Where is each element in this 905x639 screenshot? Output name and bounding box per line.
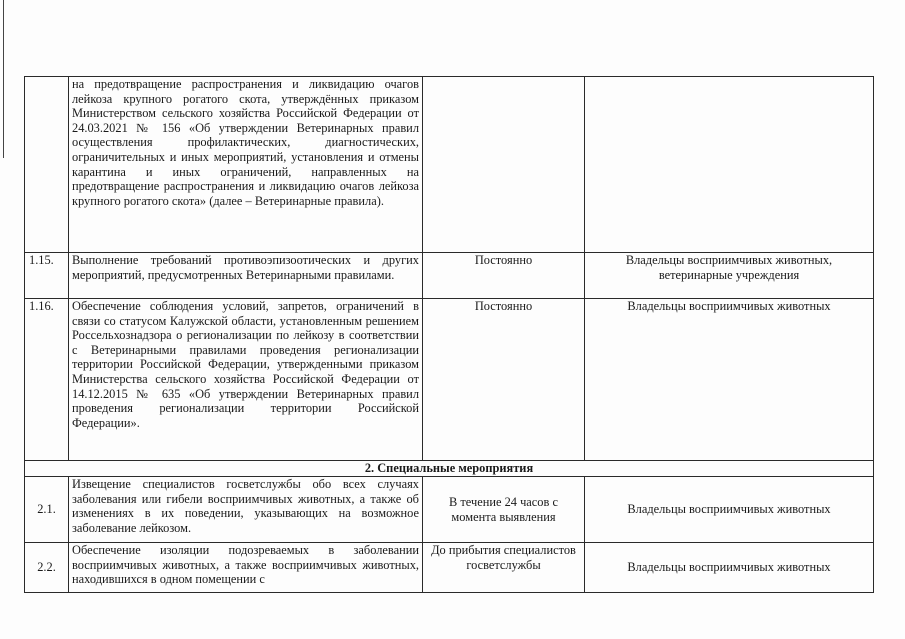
measure-term: Постоянно xyxy=(423,253,585,299)
measure-responsible xyxy=(585,77,874,253)
row-number: 2.1. xyxy=(25,477,69,543)
measure-responsible: Владельцы восприимчивых животных, ветеринарные учреждения xyxy=(585,253,874,299)
section-title: 2. Специальные мероприятия xyxy=(25,461,874,477)
measure-responsible: Владельцы восприимчивых животных xyxy=(585,299,874,461)
measure-text: на предотвращение распространения и ликвидацию очагов лейкоза крупного рогатого скота, утверждённых приказом Министерством сельского хозяйства Российской Федерации от 24.03.2021 № 156 «Об утверждении Ветеринарных правил осуществления профилактических, диагностических, ограничительных и иных мероприятий, установления и отмены карантина и иных ограничений, направленных на предотвращение распространения и ликвидацию очагов лейкоза крупного рогатого скота» (далее – Ветеринарные правила). xyxy=(69,77,423,253)
row-number xyxy=(25,77,69,253)
measure-text: Обеспечение изоляции подозреваемых в заболевании восприимчивых животных, а также восприимчивых животных, находившихся в одном помещении с xyxy=(69,543,423,593)
table-row xyxy=(25,543,874,593)
table-row xyxy=(25,253,874,299)
measure-text: Выполнение требований противоэпизоотических и других мероприятий, предусмотренных Ветеринарными правилами. xyxy=(69,253,423,299)
row-number: 1.15. xyxy=(25,253,69,299)
measure-term xyxy=(423,77,585,253)
measures-table xyxy=(24,76,874,593)
measure-text: Извещение специалистов госветслужбы обо всех случаях заболевания или гибели восприимчивых животных, а также об изменениях в их поведении, указывающих на возможное заболевание лейкозом. xyxy=(69,477,423,543)
table-row xyxy=(25,477,874,543)
row-number: 1.16. xyxy=(25,299,69,461)
section-row xyxy=(25,461,874,477)
row-number: 2.2. xyxy=(25,543,69,593)
measure-responsible: Владельцы восприимчивых животных xyxy=(585,477,874,543)
table-row xyxy=(25,299,874,461)
measure-term: До прибытия специалистов госветслужбы xyxy=(423,543,585,593)
measure-text: Обеспечение соблюдения условий, запретов, ограничений в связи со статусом Калужской области, установленным решением Россельхознадзора о регионализации по лейкозу в соответствии с Ветеринарными правилами проведения регионализации территории Российской Федерации, утвержденными приказом Министерства сельского хозяйства Российской Федерации от 14.12.2015 № 635 «Об утверждении Ветеринарных правил проведения регионализации территории Российской Федерации». xyxy=(69,299,423,461)
scan-edge-line xyxy=(3,0,4,158)
measure-term: Постоянно xyxy=(423,299,585,461)
measure-term: В течение 24 часов с момента выявления xyxy=(423,477,585,543)
table-row xyxy=(25,77,874,253)
measure-responsible: Владельцы восприимчивых животных xyxy=(585,543,874,593)
